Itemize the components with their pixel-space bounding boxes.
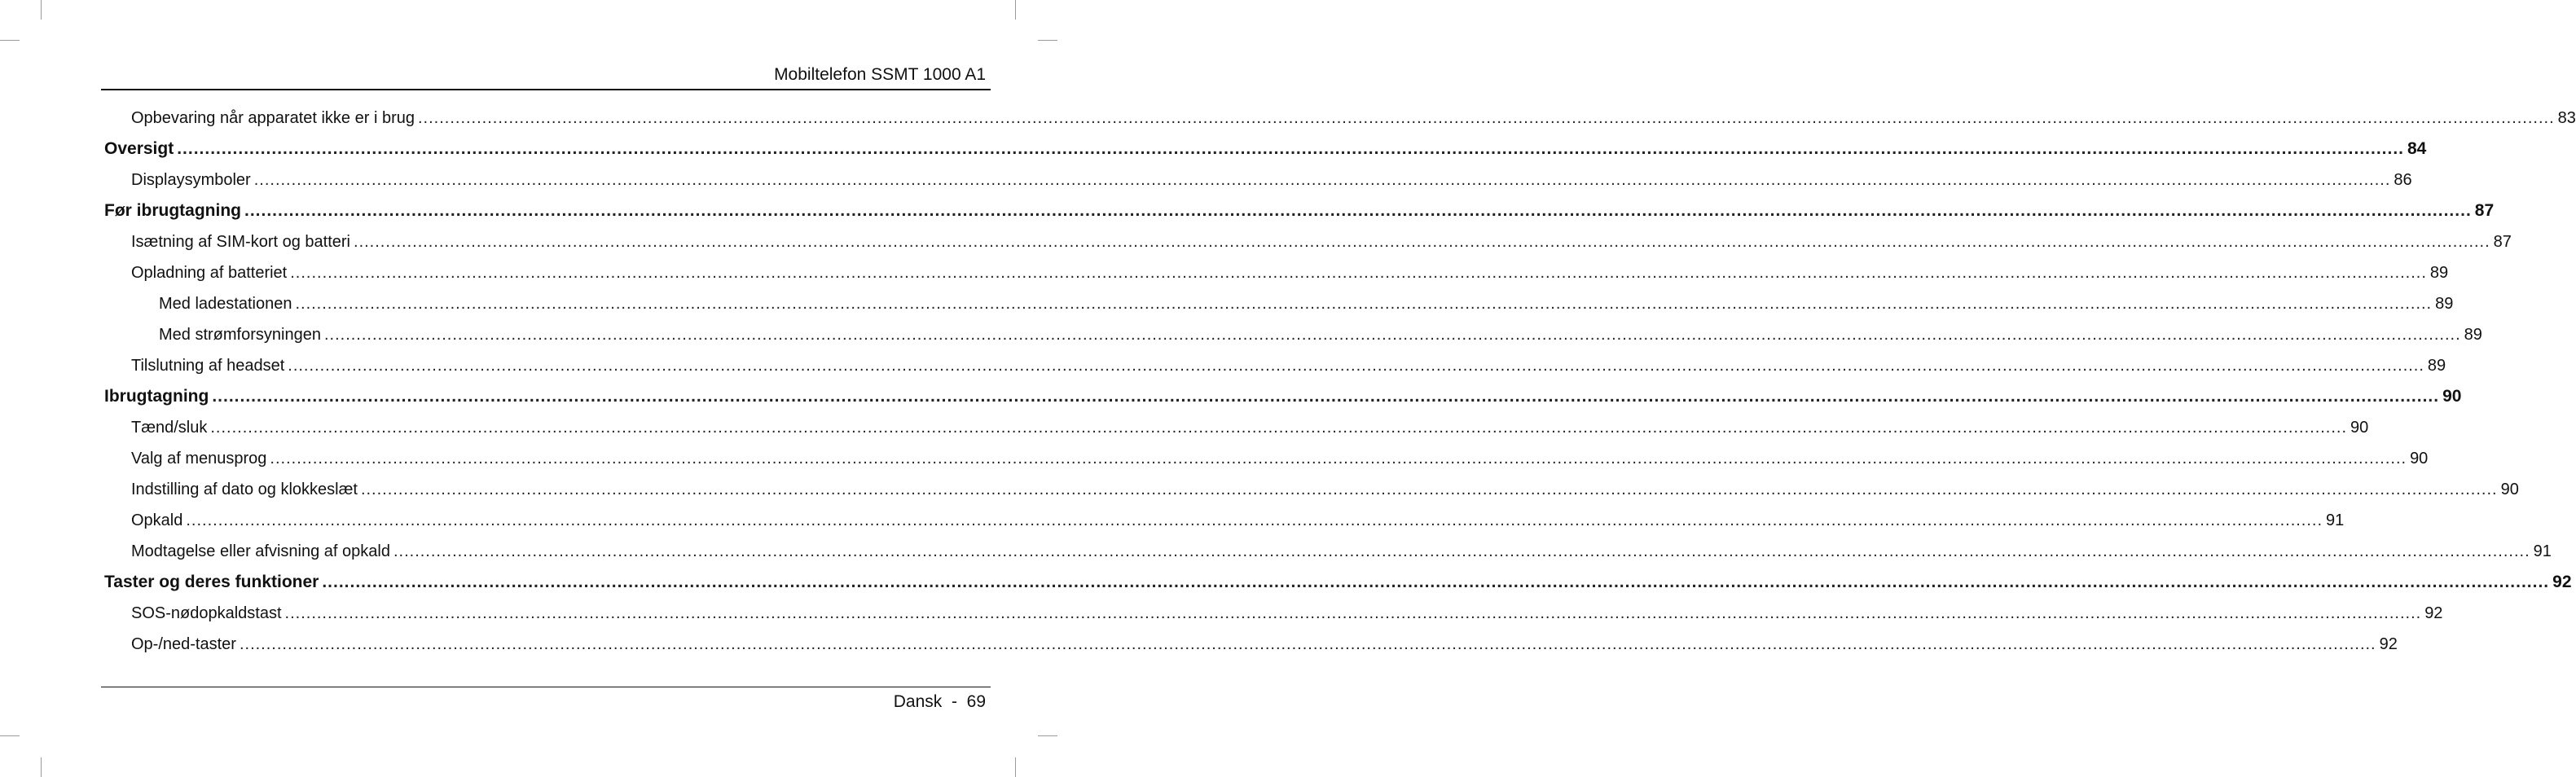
toc-subsection-entry[interactable] bbox=[104, 165, 2412, 195]
toc-subsection-entry[interactable] bbox=[104, 474, 2519, 505]
toc-dot-leader: ................................................................................................................................................................................................................................................................................................................................................................................................................ bbox=[290, 264, 2427, 282]
toc-entry-page: 90 bbox=[2442, 387, 2462, 406]
toc-entry-page: 92 bbox=[2424, 604, 2443, 622]
toc-subsection-entry[interactable] bbox=[104, 103, 2576, 134]
toc-subsection-entry[interactable] bbox=[104, 226, 2512, 257]
crop-mark bbox=[1038, 735, 1057, 736]
toc-entry-title: Taster og deres funktioner bbox=[104, 573, 319, 591]
toc-entry-title: Op-/ned-taster bbox=[131, 635, 236, 653]
toc-subsection-entry[interactable] bbox=[104, 288, 2454, 319]
toc-dot-leader: ................................................................................................................................................................................................................................................................................................................................................................................................................ bbox=[210, 419, 2348, 437]
toc-entry-page: 91 bbox=[2533, 542, 2552, 560]
toc-dot-leader: ................................................................................................................................................................................................................................................................................................................................................................................................................ bbox=[177, 139, 2404, 158]
toc-dot-leader: ................................................................................................................................................................................................................................................................................................................................................................................................................ bbox=[295, 295, 2433, 313]
toc-entry-page: 90 bbox=[2500, 481, 2519, 498]
footer-separator: - bbox=[951, 692, 957, 711]
crop-mark bbox=[1015, 0, 1016, 20]
toc-dot-leader: ................................................................................................................................................................................................................................................................................................................................................................................................................ bbox=[288, 357, 2424, 375]
toc-entry-title: Før ibrugtagning bbox=[104, 201, 241, 220]
toc-section-entry[interactable] bbox=[104, 195, 2495, 226]
toc-subsection-entry[interactable] bbox=[104, 412, 2369, 443]
toc-entry-title: Med strømforsyningen bbox=[159, 326, 321, 344]
toc-entry-title: Oversigt bbox=[104, 139, 174, 158]
crop-mark bbox=[41, 757, 42, 777]
toc-entry-page: 91 bbox=[2326, 511, 2345, 529]
toc-dot-leader: ................................................................................................................................................................................................................................................................................................................................................................................................................ bbox=[323, 326, 2461, 344]
toc-subsection-entry[interactable] bbox=[104, 350, 2446, 381]
running-header: Mobiltelefon SSMT 1000 A1 bbox=[774, 65, 986, 84]
toc-subsection-entry[interactable] bbox=[104, 257, 2449, 288]
toc-entry-page: 89 bbox=[2427, 357, 2446, 375]
crop-mark bbox=[1015, 757, 1016, 777]
toc-dot-leader: ................................................................................................................................................................................................................................................................................................................................................................................................................ bbox=[393, 542, 2530, 560]
toc-subsection-entry[interactable] bbox=[104, 536, 2552, 567]
toc-entry-page: 92 bbox=[2379, 635, 2398, 653]
toc-subsection-entry[interactable] bbox=[104, 629, 2398, 660]
toc-entry-page: 90 bbox=[2350, 419, 2369, 437]
toc-subsection-entry[interactable] bbox=[104, 319, 2482, 350]
toc-dot-leader: ................................................................................................................................................................................................................................................................................................................................................................................................................ bbox=[360, 481, 2498, 498]
toc-entry-page: 89 bbox=[2429, 264, 2449, 282]
toc-entry-page: 92 bbox=[2552, 573, 2572, 591]
toc-entry-page: 87 bbox=[2474, 201, 2495, 220]
toc-entry-title: Valg af menusprog bbox=[131, 450, 267, 468]
toc-entry-title: Opbevaring når apparatet ikke er i brug bbox=[131, 109, 415, 127]
toc-entry-page: 84 bbox=[2407, 139, 2427, 158]
crop-mark bbox=[41, 0, 42, 20]
toc-dot-leader: ................................................................................................................................................................................................................................................................................................................................................................................................................ bbox=[270, 450, 2407, 468]
toc-entry-page: 87 bbox=[2493, 233, 2512, 251]
toc-dot-leader: ................................................................................................................................................................................................................................................................................................................................................................................................................ bbox=[186, 511, 2323, 529]
toc-dot-leader: ................................................................................................................................................................................................................................................................................................................................................................................................................ bbox=[244, 201, 2472, 220]
toc-entry-title: Isætning af SIM-kort og batteri bbox=[131, 233, 351, 251]
crop-mark bbox=[1038, 40, 1057, 41]
toc-entry-title: Tænd/sluk bbox=[131, 419, 208, 437]
toc-entry-title: SOS-nødopkaldstast bbox=[131, 604, 282, 622]
page-footer bbox=[894, 692, 986, 712]
toc-entry-title: Med ladestationen bbox=[159, 295, 292, 313]
toc-dot-leader: ................................................................................................................................................................................................................................................................................................................................................................................................................ bbox=[322, 573, 2550, 591]
toc-entry-title: Indstilling af dato og klokkeslæt bbox=[131, 481, 358, 498]
footer-page-number: 69 bbox=[966, 692, 986, 711]
toc-subsection-entry[interactable] bbox=[104, 505, 2345, 536]
toc-entry-title: Modtagelse eller afvisning af opkald bbox=[131, 542, 390, 560]
crop-mark bbox=[0, 40, 20, 41]
toc-dot-leader: ................................................................................................................................................................................................................................................................................................................................................................................................................ bbox=[284, 604, 2422, 622]
toc-subsection-entry[interactable] bbox=[104, 598, 2443, 629]
header-rule bbox=[101, 89, 991, 90]
toc-entry-title: Tilslutning af headset bbox=[131, 357, 285, 375]
toc-section-entry[interactable] bbox=[104, 567, 2572, 598]
toc-section-entry[interactable] bbox=[104, 134, 2427, 165]
toc-dot-leader: ................................................................................................................................................................................................................................................................................................................................................................................................................ bbox=[239, 635, 2376, 653]
toc-section-entry[interactable] bbox=[104, 381, 2462, 412]
footer-language: Dansk bbox=[893, 692, 943, 711]
toc-entry-title: Ibrugtagning bbox=[104, 387, 209, 406]
toc-entry-title: Opladning af batteriet bbox=[131, 264, 288, 282]
toc-entry-page: 89 bbox=[2435, 295, 2454, 313]
toc-entry-title: Displaysymboler bbox=[131, 171, 251, 189]
toc-dot-leader: ................................................................................................................................................................................................................................................................................................................................................................................................................ bbox=[253, 171, 2391, 189]
crop-mark bbox=[0, 735, 20, 736]
toc-entry-page: 83 bbox=[2557, 109, 2576, 127]
toc-entry-page: 86 bbox=[2394, 171, 2412, 189]
toc-dot-leader: ................................................................................................................................................................................................................................................................................................................................................................................................................ bbox=[354, 233, 2490, 251]
toc-dot-leader: ................................................................................................................................................................................................................................................................................................................................................................................................................ bbox=[212, 387, 2440, 406]
toc-entry-page: 89 bbox=[2464, 326, 2482, 344]
toc-entry-title: Opkald bbox=[131, 511, 183, 529]
toc-dot-leader: ................................................................................................................................................................................................................................................................................................................................................................................................................ bbox=[417, 109, 2555, 127]
toc-entry-page: 90 bbox=[2410, 450, 2429, 468]
toc-subsection-entry[interactable] bbox=[104, 443, 2429, 474]
table-of-contents bbox=[104, 103, 2576, 660]
